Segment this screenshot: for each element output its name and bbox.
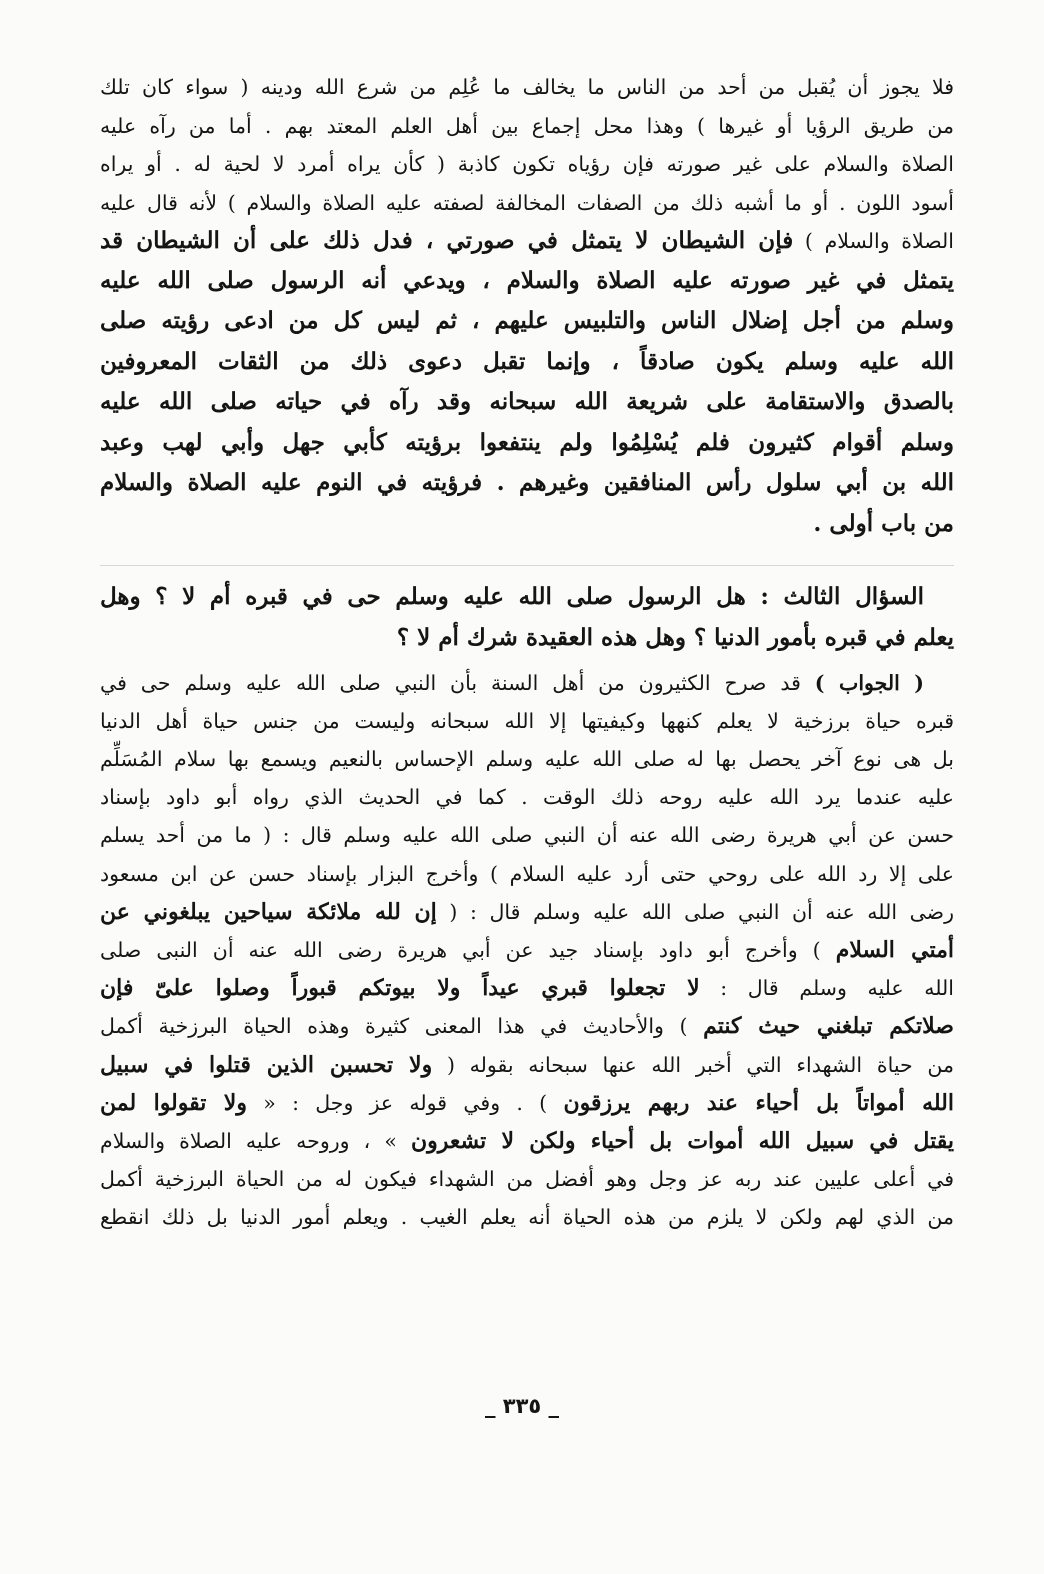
paragraph-continuation xyxy=(100,68,954,545)
text-line: على إلا رد الله على روحي حتى أرد عليه السلام ) وأخرج البزار بإسناد حسن عن ابن مسعود xyxy=(100,861,954,886)
emphasis-line: وسلم من أجل إضلال الناس والتلبيس عليهم ، ثم ليس كل من ادعى رؤيته صلى xyxy=(100,307,954,335)
quran-quote: الله أمواتاً بل أحياء عند ربهم يرزقون xyxy=(563,1089,954,1116)
emphasis-line: وسلم أقوام كثيرون فلم يُسْلِمُوا ولم ينتفعوا برؤيته كأبي جهل وأبي لهب وعبد xyxy=(100,428,954,456)
quran-quote: ولا تقولوا لمن xyxy=(100,1089,247,1116)
text-line-mixed xyxy=(100,893,954,931)
emphasis-line: بالصدق والاستقامة على شريعة الله سبحانه وقد رآه في حياته صلى الله عليه xyxy=(100,388,954,416)
emphasis-line: من باب أولى . xyxy=(813,510,954,538)
text-run: الصلاة والسلام ) xyxy=(804,229,954,253)
answer-paragraph xyxy=(100,664,954,1237)
text-line: عليه عندما يرد الله عليه روحه ذلك الوقت . كما في الحديث الذي رواه أبو داود بإسناد xyxy=(100,785,954,810)
page-body xyxy=(100,68,954,1236)
emphasis-line: الله بن أبي سلول رأس المنافقين وغيرهم . فرؤيته في النوم عليه الصلاة والسلام xyxy=(100,469,954,497)
text-line: حسن عن أبي هريرة رضى الله عنه أن النبي صلى الله عليه وسلم قال : ( ما من أحد يسلم xyxy=(100,823,954,848)
text-line-mixed xyxy=(100,1122,954,1160)
answer-label: ( الجواب ) xyxy=(814,670,924,695)
text-line-mixed xyxy=(100,1007,954,1045)
text-line-mixed xyxy=(100,969,954,1007)
quran-quote: يقتل في سبيل الله أموات بل أحياء ولكن لا تشعرون xyxy=(410,1127,954,1154)
quran-quote: ولا تحسبن الذين قتلوا في سبيل xyxy=(100,1051,433,1078)
text-line: بل هى نوع آخر يحصل بها له صلى الله عليه وسلم الإحساس بالنعيم ويسمع بها سلام المُسَلِّم xyxy=(100,747,954,772)
text-line-mixed xyxy=(100,664,954,702)
text-line: من الذي لهم ولكن لا يلزم من هذه الحياة أنه يعلم الغيب . ويعلم أمور الدنيا بل ذلك انقطع xyxy=(100,1205,954,1230)
emphasis-line: الله عليه وسلم يكون صادقاً ، وإنما تقبل دعوى ذلك من الثقات المعروفين xyxy=(100,347,954,375)
question-line: يعلم في قبره بأمور الدنيا ؟ وهل هذه العقيدة شرك أم لا ؟ xyxy=(396,623,954,651)
hadith-quote: أمتي السلام xyxy=(835,936,954,963)
text-line: الصلاة والسلام على غير صورته فإن رؤياه تكون كاذبة ( كأن يراه أمرد لا لحية له . أو يراه xyxy=(100,152,954,176)
text-run: ) والأحاديث في هذا المعنى كثيرة وهذه الحياة البرزخية أكمل xyxy=(100,1014,688,1039)
text-run: قد صرح الكثيرون من أهل السنة بأن النبي صلى الله عليه وسلم حى في xyxy=(100,670,801,695)
text-run: » ، وروحه عليه الصلاة والسلام xyxy=(100,1128,397,1153)
text-line: أسود اللون . أو ما أشبه ذلك من الصفات المخالفة لصفته عليه الصلاة والسلام ) لأنه قال عليه xyxy=(100,190,954,215)
text-line: فلا يجوز أن يُقبل من أحد من الناس ما يخالف ما عُلِم من شرع الله ودينه ( سواء كان تلك xyxy=(100,75,954,99)
question-heading xyxy=(100,565,954,658)
emphasis-line: يتمثل في غير صورته عليه الصلاة والسلام ، ويدعي أنه الرسول صلى الله عليه xyxy=(100,266,954,294)
hadith-quote: لا تجعلوا قبري عيداً ولا بيوتكم قبوراً وصلوا علىّ فإن xyxy=(100,975,700,1002)
hadith-quote: إن لله ملائكة سياحين يبلغوني عن xyxy=(100,898,437,925)
text-run: ) . وفي قوله عز وجل : « xyxy=(263,1090,548,1115)
text-line: في أعلى عليين عند ربه عز وجل وهو أفضل من الشهداء فيكون له من الحياة البرزخية أكمل xyxy=(100,1167,954,1192)
text-line-mixed xyxy=(100,931,954,969)
text-line-mixed xyxy=(100,1046,954,1084)
emphasis-run: فإن الشيطان لا يتمثل في صورتي ، فدل ذلك على أن الشيطان قد xyxy=(100,227,794,254)
text-run: رضى الله عنه أن النبي صلى الله عليه وسلم قال : ( xyxy=(449,899,954,924)
text-line: من طريق الرؤيا أو غيرها ) وهذا محل إجماع بين أهل العلم المعتد بهم . أما من رآه عليه xyxy=(100,113,954,138)
page-number: _ ٣٣٥ _ xyxy=(484,1394,560,1418)
hadith-quote: صلاتكم تبلغني حيث كنتم xyxy=(703,1013,954,1040)
text-line: قبره حياة برزخية لا يعلم كنهها وكيفيتها إلا الله سبحانه وليست من جنس حياة أهل الدنيا xyxy=(100,708,954,733)
text-line-mixed xyxy=(100,222,954,261)
text-run: ) وأخرج أبو داود بإسناد جيد عن أبي هريرة رضى الله عنه أن النبى صلى xyxy=(100,937,821,962)
text-run: الله عليه وسلم قال : xyxy=(720,976,954,1001)
text-line-mixed xyxy=(100,1084,954,1122)
question-line: السؤال الثالث : هل الرسول صلى الله عليه وسلم حى في قبره أم لا ؟ وهل xyxy=(100,582,924,610)
text-run: من حياة الشهداء التي أخبر الله عنها سبحانه بقوله ( xyxy=(446,1052,954,1077)
